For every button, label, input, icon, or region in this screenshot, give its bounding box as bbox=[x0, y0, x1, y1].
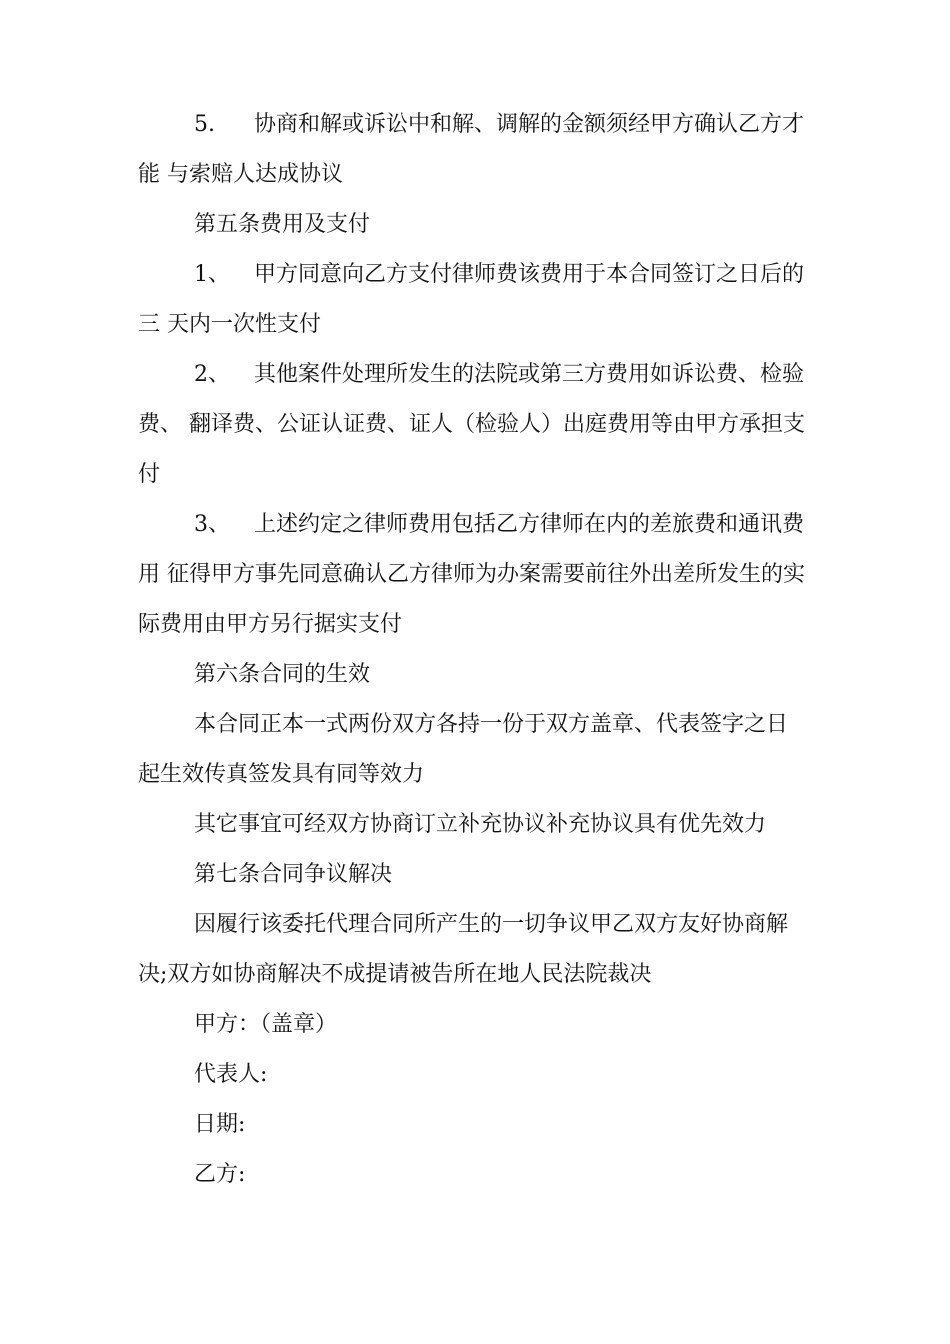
effect-line-1: 本合同正本一式两份双方各持一份于双方盖章、代表签字之日 bbox=[194, 712, 789, 737]
heading-text: 第七条合同争议解决 bbox=[194, 862, 393, 887]
effect-paragraph bbox=[138, 700, 828, 800]
clause-number: 3、 bbox=[194, 512, 230, 537]
clause-text: 甲方同意向乙方支付律师费该费用于本合同签订之日后的 bbox=[254, 262, 805, 287]
article-5-heading bbox=[138, 200, 828, 250]
heading-text: 第六条合同的生效 bbox=[194, 662, 371, 687]
article-6-heading bbox=[138, 650, 828, 700]
party-b-label: 乙方: bbox=[194, 1162, 246, 1187]
clause-text: 协商和解或诉讼中和解、调解的金额须经甲方确认乙方才 bbox=[254, 112, 805, 137]
clause-text: 上述约定之律师费用包括乙方律师在内的差旅费和通讯费 bbox=[254, 512, 805, 537]
clause-number: 2、 bbox=[194, 362, 230, 387]
heading-text: 第五条费用及支付 bbox=[194, 212, 371, 237]
fee-clause-2 bbox=[138, 350, 828, 500]
fee-clause-1-line-1 bbox=[138, 250, 828, 300]
clause-number: 1、 bbox=[194, 262, 230, 287]
fee-clause-3 bbox=[138, 500, 828, 650]
article-7-heading bbox=[138, 850, 828, 900]
fee-clause-3-line-3: 际费用由甲方另行据实支付 bbox=[138, 612, 403, 637]
supplement-line: 其它事宜可经双方协商订立补充协议补充协议具有优先效力 bbox=[194, 812, 767, 837]
fee-clause-2-line-2: 费、 翻译费、公证认证费、证人（检验人）出庭费用等由甲方承担支 bbox=[138, 412, 805, 437]
fee-clause-2-line-1 bbox=[138, 350, 828, 400]
clause-text: 其他案件处理所发生的法院或第三方费用如诉讼费、检验 bbox=[254, 362, 805, 387]
fee-clause-2-line-3: 付 bbox=[138, 462, 161, 487]
signature-block bbox=[138, 1000, 828, 1200]
fee-clause-3-line-2: 用 征得甲方事先同意确认乙方律师为办案需要前往外出差所发生的实 bbox=[138, 562, 805, 587]
fee-clause-1-line-2: 三 天内一次性支付 bbox=[138, 312, 321, 337]
clause-item-5 bbox=[138, 100, 828, 200]
supplement-paragraph bbox=[138, 800, 828, 850]
dispute-line-2: 决;双方如协商解决不成提请被告所在地人民法院裁决 bbox=[138, 962, 652, 987]
clause-number: 5. bbox=[194, 112, 215, 137]
clause-item-5-line-1 bbox=[138, 100, 828, 150]
dispute-line-1: 因履行该委托代理合同所产生的一切争议甲乙双方友好协商解 bbox=[194, 912, 789, 937]
fee-clause-3-line-1 bbox=[138, 500, 828, 550]
fee-clause-1 bbox=[138, 250, 828, 350]
representative-label: 代表人: bbox=[194, 1062, 268, 1087]
effect-line-2: 起生效传真签发具有同等效力 bbox=[138, 762, 425, 787]
party-a-label: 甲方：（盖章） bbox=[194, 1012, 338, 1037]
dispute-paragraph bbox=[138, 900, 828, 1000]
clause-item-5-line-2: 能 与索赔人达成协议 bbox=[138, 162, 343, 187]
date-label: 日期: bbox=[194, 1112, 246, 1137]
